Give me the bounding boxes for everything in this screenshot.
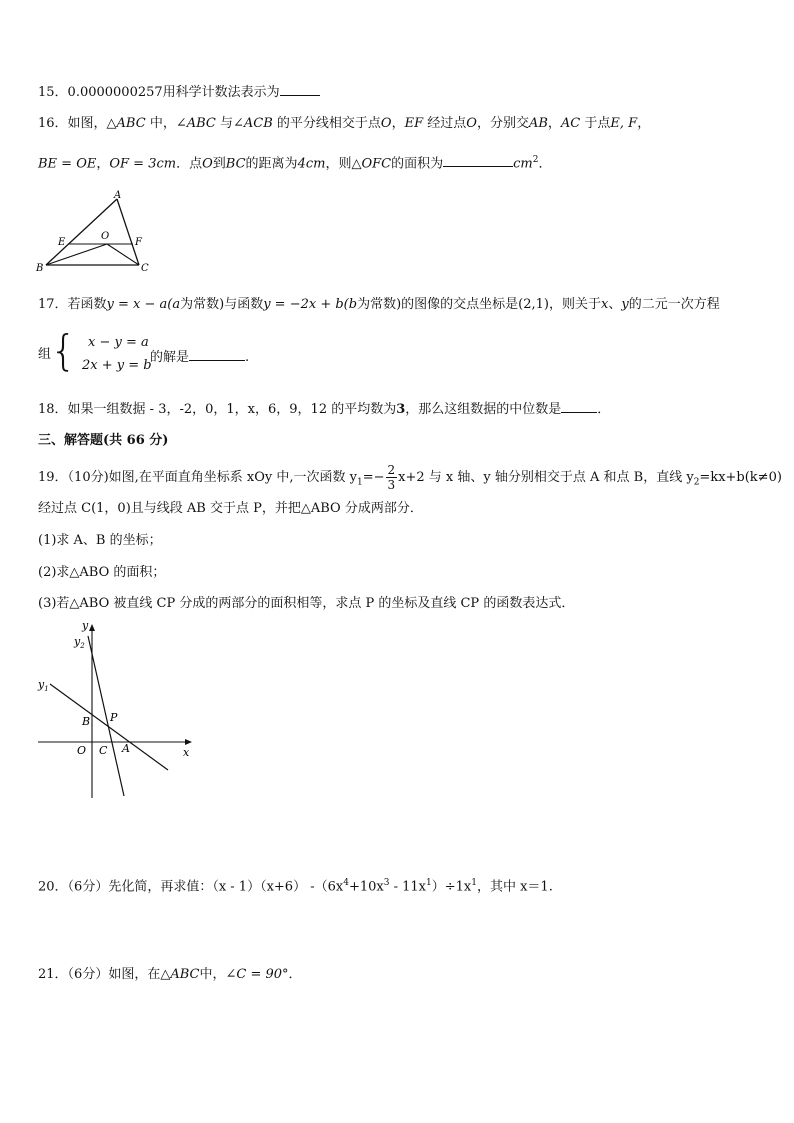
text: 于点 [580,116,611,131]
triangle-figure [34,188,164,276]
denominator: 3 [387,478,396,492]
text: ）÷1x [431,879,472,895]
text: 经过点 [423,116,467,131]
text: 21．（6分）如图，在 [38,967,161,982]
text: 的二元一次方程 [628,297,720,312]
answer-blank[interactable] [443,154,513,167]
math: △ABC [106,116,146,131]
answer-blank[interactable] [280,83,320,96]
label-y1: $y_1$ [38,678,49,693]
question-number: 15． [38,85,68,100]
text: ， [547,116,561,131]
text: ． [597,402,611,417]
question-16-line-2 [38,151,551,173]
text: 组 [38,347,52,362]
math: AC [560,116,581,131]
text: =− [362,470,385,485]
label-x-axis: x [183,746,190,759]
subscript: 1 [357,477,363,488]
label-c: C [141,263,149,274]
math: 4cm [297,156,326,172]
text: 3 [396,402,406,417]
equation-1: x − y = a [88,335,149,350]
label-a: A [122,742,130,755]
label-f: F [135,237,142,248]
label-a: A [114,190,122,201]
text: ． [288,967,302,982]
superscript: 1 [425,878,432,888]
text: ，那么这组数据的中位数是 [405,402,562,417]
text: 的解是 [150,350,190,365]
text: 19．（10分)如图,在平面直角坐标系 xOy 中,一次函数 y [38,470,357,485]
label-y-axis: y [82,619,89,632]
label-b: B [36,263,44,274]
text: ，则 [325,156,352,172]
question-17-tail: 的解是 . [150,350,250,365]
section-title: 三、解答题(共 66 分) [38,433,169,448]
equation-2: 2x + y = b [82,358,152,373]
label-o: O [77,744,87,757]
label-o: O [101,231,110,242]
math: AB [528,116,548,131]
text: +10x [348,879,384,895]
question-text: 0.0000000257用科学计数法表示为 [67,85,280,100]
math: O [380,116,392,131]
label-p: P [110,711,118,724]
coordinate-figure [30,618,200,800]
math: y [621,297,629,312]
math: (2,1) [518,297,549,312]
system-brace: { [50,326,77,375]
text: ，其中 x＝1. [476,879,553,895]
text: =kx+b(k≠0) [699,470,782,485]
question-19-part-1: (1)求 A、B 的坐标； [38,533,162,548]
text: 的距离为 [245,156,298,172]
superscript: 4 [343,878,349,888]
label-y2: $y_2$ [74,635,85,650]
math: ∠C = 90° [225,967,289,982]
text: 18．如果一组数据 - 3，-2，0，1，x，6，9，12 的平均数为 [38,402,397,417]
superscript: 2 [532,155,539,165]
text: 的面积为 [391,156,444,172]
question-19-part-3: (3)若△ABO 被直线 CP 分成的两部分的面积相等，求点 P 的坐标及直线 CP 的函数表达式． [38,596,575,611]
text: ， [391,116,405,131]
text: 20．（6分）先化简，再求值：（x - 1）（x+6） -（6x [38,879,344,895]
fraction [386,463,398,492]
question-16-line-1 [38,115,650,133]
math: ∠ABC [175,116,216,131]
numerator: 2 [387,463,396,477]
text: ． [538,156,552,172]
question-15 [38,83,320,102]
text: 17．若函数 [38,297,107,312]
text: 中， [145,116,176,131]
text: 为常数)与函数 [180,297,264,312]
math: OF = 3cm [109,156,177,172]
text: ，分别交 [476,116,529,131]
text: ， [637,116,651,131]
question-18 [38,400,610,419]
answer-blank[interactable] [189,348,245,361]
text: - 11x [389,879,426,895]
math: △ABC [160,967,200,982]
math: EF [404,116,424,131]
text: 中， [199,967,226,982]
math: cm [513,156,533,172]
text: 的平分线相交于点 [272,116,381,131]
text: 16．如图， [38,116,107,131]
question-19-line-1 [38,463,782,492]
superscript: 3 [383,878,390,888]
math: E, F [610,116,638,131]
question-19-part-2: (2)求△ABO 的面积； [38,565,166,580]
text: ， [96,156,110,172]
math: O [466,116,477,131]
math: BC [225,156,246,172]
text: x+2 与 x 轴、y 轴分别相交于点 A 和点 B，直线 y [398,470,694,485]
question-20 [38,874,553,896]
label-c: C [99,744,108,757]
question-17-line-1 [38,296,720,314]
math: ∠ACB [233,116,273,131]
text: 、 [608,297,622,312]
math: △OFC [351,156,392,172]
text: 为常数)的图像的交点坐标是 [357,297,519,312]
question-19-line-2: 经过点 C(1，0)且与线段 AB 交于点 P，并把△ABO 分成两部分． [38,501,423,516]
question-21 [38,966,302,984]
superscript: 1 [471,878,477,888]
math: x [601,297,609,312]
text: 与 [215,116,233,131]
math: BE = OE [38,156,97,172]
subscript: 2 [693,477,700,488]
label-b: B [82,715,91,728]
answer-blank[interactable] [561,400,597,413]
math: y = x − a(a [106,297,181,312]
text: 到 [212,156,226,172]
math: O [202,156,213,172]
text: ，则关于 [548,297,601,312]
label-e: E [58,237,66,248]
math: y = −2x + b(b [263,297,358,312]
text: ．点 [176,156,203,172]
